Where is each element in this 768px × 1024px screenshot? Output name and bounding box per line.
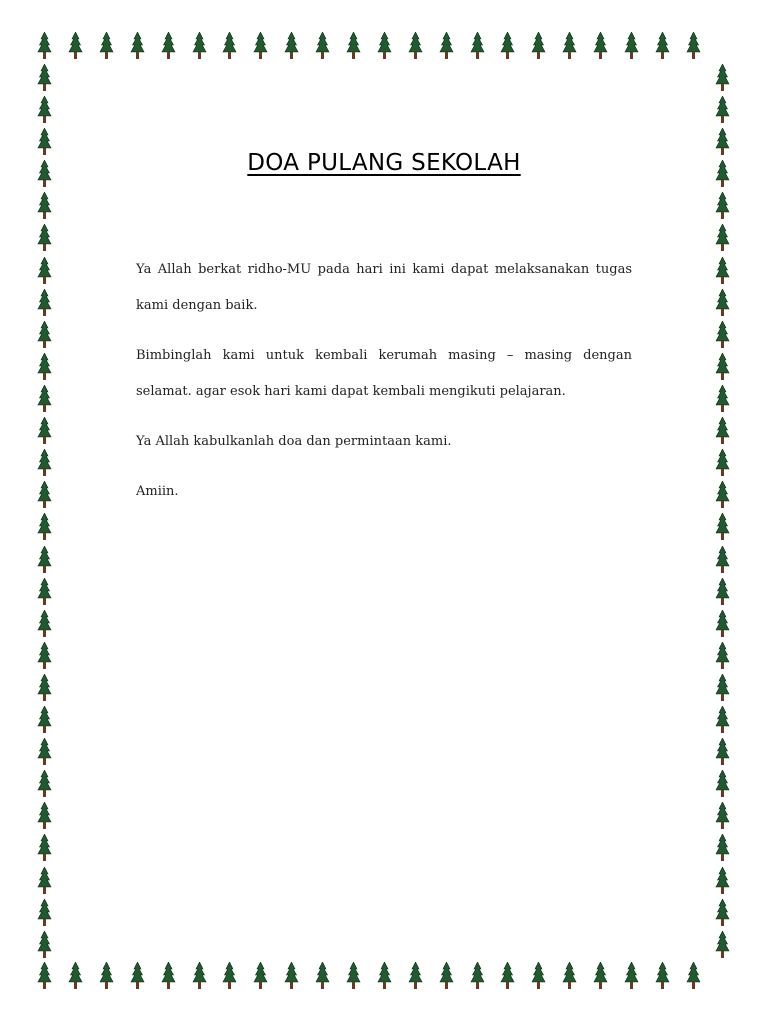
pine-tree-icon bbox=[715, 770, 730, 798]
pine-tree-icon bbox=[222, 32, 237, 60]
pine-tree-icon bbox=[715, 385, 730, 413]
pine-tree-icon bbox=[37, 449, 52, 477]
pine-tree-icon bbox=[715, 867, 730, 895]
pine-tree-icon bbox=[715, 289, 730, 317]
pine-tree-icon bbox=[37, 417, 52, 445]
pine-tree-icon bbox=[130, 32, 145, 60]
pine-tree-icon bbox=[715, 802, 730, 830]
pine-tree-icon bbox=[37, 738, 52, 766]
pine-tree-icon bbox=[284, 32, 299, 60]
paragraph-2: Bimbinglah kami untuk kembali kerumah masing – masing dengan selamat. agar esok hari kami dapat kembali mengikuti pelajaran. bbox=[136, 348, 632, 399]
document-title: DOA PULANG SEKOLAH bbox=[247, 150, 521, 176]
pine-tree-icon bbox=[37, 321, 52, 349]
pine-tree-icon bbox=[37, 642, 52, 670]
pine-tree-icon bbox=[655, 962, 670, 990]
pine-tree-icon bbox=[715, 64, 730, 92]
pine-tree-icon bbox=[315, 962, 330, 990]
pine-tree-icon bbox=[715, 899, 730, 927]
pine-tree-icon bbox=[37, 385, 52, 413]
pine-tree-icon bbox=[253, 32, 268, 60]
pine-tree-icon bbox=[715, 546, 730, 574]
pine-tree-icon bbox=[593, 32, 608, 60]
pine-tree-icon bbox=[470, 32, 485, 60]
pine-tree-icon bbox=[500, 962, 515, 990]
pine-tree-icon bbox=[686, 32, 701, 60]
pine-tree-icon bbox=[715, 610, 730, 638]
pine-tree-icon bbox=[439, 962, 454, 990]
pine-tree-icon bbox=[715, 931, 730, 959]
pine-tree-icon bbox=[531, 32, 546, 60]
pine-tree-icon bbox=[37, 289, 52, 317]
pine-tree-icon bbox=[377, 962, 392, 990]
pine-tree-icon bbox=[37, 931, 52, 959]
pine-tree-icon bbox=[624, 32, 639, 60]
pine-tree-icon bbox=[593, 962, 608, 990]
pine-tree-icon bbox=[715, 449, 730, 477]
pine-tree-icon bbox=[37, 353, 52, 381]
pine-tree-icon bbox=[37, 96, 52, 124]
pine-tree-icon bbox=[715, 642, 730, 670]
paragraph-3: Ya Allah kabulkanlah doa dan permintaan kami. bbox=[136, 434, 452, 449]
pine-tree-icon bbox=[284, 962, 299, 990]
pine-tree-icon bbox=[192, 32, 207, 60]
pine-tree-icon bbox=[37, 578, 52, 606]
pine-tree-icon bbox=[715, 674, 730, 702]
pine-tree-icon bbox=[37, 32, 52, 60]
pine-tree-icon bbox=[68, 962, 83, 990]
pine-tree-icon bbox=[253, 962, 268, 990]
pine-tree-icon bbox=[37, 192, 52, 220]
paragraph-1: Ya Allah berkat ridho-MU pada hari ini kami dapat melaksanakan tugas kami dengan baik. bbox=[136, 262, 632, 313]
pine-tree-icon bbox=[439, 32, 454, 60]
pine-tree-icon bbox=[37, 610, 52, 638]
pine-tree-icon bbox=[37, 770, 52, 798]
pine-tree-icon bbox=[655, 32, 670, 60]
pine-tree-icon bbox=[99, 32, 114, 60]
pine-tree-icon bbox=[408, 962, 423, 990]
pine-tree-icon bbox=[37, 706, 52, 734]
document-body bbox=[136, 252, 632, 524]
pine-tree-icon bbox=[715, 578, 730, 606]
pine-tree-icon bbox=[37, 867, 52, 895]
pine-tree-icon bbox=[346, 962, 361, 990]
pine-tree-icon bbox=[715, 353, 730, 381]
pine-tree-icon bbox=[715, 706, 730, 734]
pine-tree-icon bbox=[715, 738, 730, 766]
pine-tree-icon bbox=[715, 513, 730, 541]
pine-tree-icon bbox=[37, 513, 52, 541]
pine-tree-icon bbox=[37, 962, 52, 990]
pine-tree-icon bbox=[624, 962, 639, 990]
pine-tree-icon bbox=[562, 32, 577, 60]
pine-tree-icon bbox=[531, 962, 546, 990]
pine-tree-icon bbox=[715, 834, 730, 862]
pine-tree-icon bbox=[192, 962, 207, 990]
pine-tree-icon bbox=[686, 962, 701, 990]
pine-tree-icon bbox=[37, 834, 52, 862]
pine-tree-icon bbox=[37, 546, 52, 574]
pine-tree-icon bbox=[161, 32, 176, 60]
pine-tree-icon bbox=[377, 32, 392, 60]
pine-tree-icon bbox=[37, 802, 52, 830]
pine-tree-icon bbox=[715, 321, 730, 349]
pine-tree-icon bbox=[37, 224, 52, 252]
pine-tree-icon bbox=[715, 96, 730, 124]
pine-tree-icon bbox=[715, 417, 730, 445]
paragraph-4: Amiin. bbox=[136, 484, 179, 499]
pine-tree-icon bbox=[408, 32, 423, 60]
pine-tree-icon bbox=[37, 481, 52, 509]
pine-tree-icon bbox=[99, 962, 114, 990]
pine-tree-icon bbox=[68, 32, 83, 60]
pine-tree-icon bbox=[715, 224, 730, 252]
pine-tree-icon bbox=[346, 32, 361, 60]
pine-tree-icon bbox=[715, 257, 730, 285]
pine-tree-icon bbox=[500, 32, 515, 60]
pine-tree-icon bbox=[37, 64, 52, 92]
pine-tree-icon bbox=[315, 32, 330, 60]
pine-tree-icon bbox=[37, 899, 52, 927]
pine-tree-icon bbox=[715, 481, 730, 509]
pine-tree-icon bbox=[37, 257, 52, 285]
pine-tree-icon bbox=[130, 962, 145, 990]
pine-tree-icon bbox=[562, 962, 577, 990]
pine-tree-icon bbox=[37, 674, 52, 702]
pine-tree-icon bbox=[715, 192, 730, 220]
pine-tree-icon bbox=[161, 962, 176, 990]
pine-tree-icon bbox=[222, 962, 237, 990]
pine-tree-icon bbox=[470, 962, 485, 990]
